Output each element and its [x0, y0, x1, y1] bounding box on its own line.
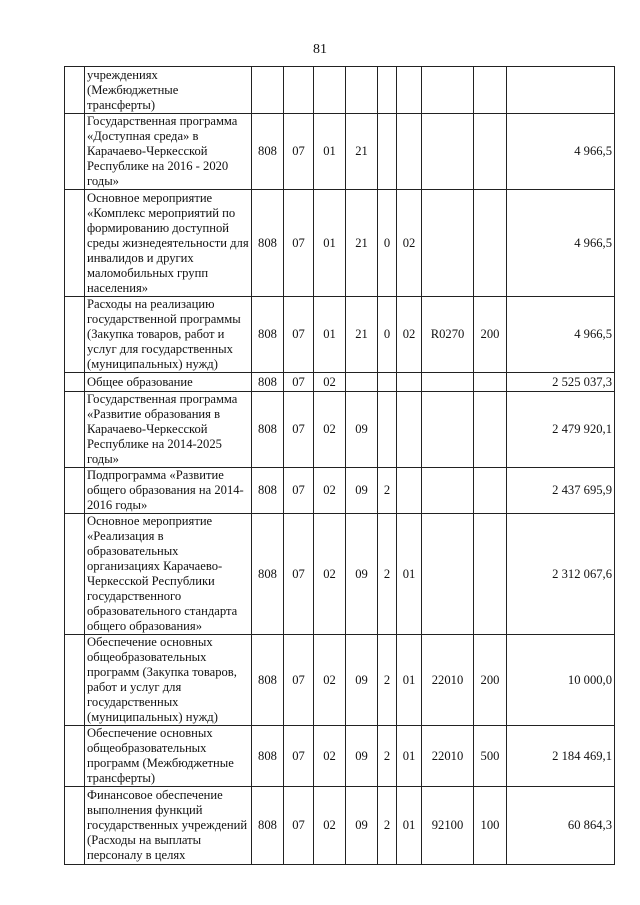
row-direction: 01: [397, 726, 422, 787]
row-blank-cell: [65, 373, 85, 392]
row-amount: 2 437 695,9: [507, 468, 615, 514]
row-amount: 10 000,0: [507, 635, 615, 726]
row-program: 21: [346, 114, 378, 190]
row-name: Обеспечение основных общеобразовательных программ (Межбюджетные трансферты): [85, 726, 252, 787]
row-name: Государственная программа «Развитие образования в Карачаево-Черкесской Республике на 2014-2025 годы»: [85, 392, 252, 468]
row-blank-cell: [65, 67, 85, 114]
row-direction: 01: [397, 635, 422, 726]
table-row: [65, 787, 615, 865]
row-subprogram: [378, 67, 397, 114]
row-section: 07: [284, 373, 314, 392]
row-program: 21: [346, 297, 378, 373]
row-subsection: 02: [314, 514, 346, 635]
row-type: [474, 392, 507, 468]
row-type: [474, 67, 507, 114]
table-row: [65, 514, 615, 635]
row-ministry: 808: [252, 635, 284, 726]
row-section: 07: [284, 114, 314, 190]
row-blank-cell: [65, 468, 85, 514]
row-program: 09: [346, 514, 378, 635]
row-blank-cell: [65, 726, 85, 787]
row-program: 09: [346, 392, 378, 468]
row-type: 500: [474, 726, 507, 787]
row-program: 09: [346, 726, 378, 787]
row-expense: R0270: [422, 297, 474, 373]
row-amount: [507, 67, 615, 114]
row-subsection: 02: [314, 392, 346, 468]
row-subsection: 02: [314, 635, 346, 726]
row-amount: 2 525 037,3: [507, 373, 615, 392]
row-subsection: 01: [314, 297, 346, 373]
row-expense: 22010: [422, 726, 474, 787]
row-amount: 4 966,5: [507, 114, 615, 190]
row-amount: 2 312 067,6: [507, 514, 615, 635]
row-amount: 4 966,5: [507, 190, 615, 297]
row-subprogram: 2: [378, 787, 397, 865]
row-direction: 01: [397, 514, 422, 635]
row-expense: [422, 67, 474, 114]
row-program: [346, 373, 378, 392]
row-expense: 22010: [422, 635, 474, 726]
budget-table: [64, 66, 615, 865]
row-type: [474, 468, 507, 514]
row-subprogram: [378, 373, 397, 392]
row-section: 07: [284, 297, 314, 373]
row-subprogram: [378, 392, 397, 468]
row-program: 09: [346, 468, 378, 514]
table-body: [65, 67, 615, 865]
row-direction: 01: [397, 787, 422, 865]
row-direction: 02: [397, 297, 422, 373]
row-subprogram: 2: [378, 726, 397, 787]
row-subprogram: 2: [378, 514, 397, 635]
row-ministry: 808: [252, 726, 284, 787]
table-row: [65, 392, 615, 468]
row-subsection: 02: [314, 787, 346, 865]
row-subprogram: 0: [378, 297, 397, 373]
row-direction: [397, 67, 422, 114]
table-row: [65, 726, 615, 787]
row-subsection: 02: [314, 373, 346, 392]
table-row: [65, 190, 615, 297]
row-ministry: [252, 67, 284, 114]
row-blank-cell: [65, 114, 85, 190]
row-direction: 02: [397, 190, 422, 297]
row-name: Государственная программа «Доступная среда» в Карачаево-Черкесской Республике на 2016 - 2020 годы»: [85, 114, 252, 190]
row-expense: [422, 468, 474, 514]
table-row: [65, 114, 615, 190]
row-subprogram: [378, 114, 397, 190]
row-blank-cell: [65, 190, 85, 297]
row-type: 200: [474, 635, 507, 726]
table-row: [65, 67, 615, 114]
row-blank-cell: [65, 787, 85, 865]
row-direction: [397, 114, 422, 190]
row-type: [474, 190, 507, 297]
row-ministry: 808: [252, 514, 284, 635]
row-program: [346, 67, 378, 114]
row-name: Обеспечение основных общеобразовательных программ (Закупка товаров, работ и услуг для государственных (муниципальных) нужд): [85, 635, 252, 726]
row-expense: [422, 190, 474, 297]
row-blank-cell: [65, 297, 85, 373]
row-expense: 92100: [422, 787, 474, 865]
row-type: [474, 373, 507, 392]
row-expense: [422, 114, 474, 190]
row-amount: 2 184 469,1: [507, 726, 615, 787]
row-name: Основное мероприятие «Реализация в образовательных организациях Карачаево-Черкесской Республики государственного образовательного стандарта общего образования»: [85, 514, 252, 635]
row-expense: [422, 392, 474, 468]
row-section: 07: [284, 190, 314, 297]
row-program: 09: [346, 787, 378, 865]
row-ministry: 808: [252, 297, 284, 373]
row-direction: [397, 468, 422, 514]
table-row: [65, 297, 615, 373]
row-type: 100: [474, 787, 507, 865]
row-name: Финансовое обеспечение выполнения функций государственных учреждений (Расходы на выплаты персоналу в целях: [85, 787, 252, 865]
row-ministry: 808: [252, 787, 284, 865]
page-number: 81: [313, 42, 327, 57]
table-row: [65, 373, 615, 392]
row-blank-cell: [65, 514, 85, 635]
row-blank-cell: [65, 635, 85, 726]
row-subprogram: 2: [378, 468, 397, 514]
row-name: Общее образование: [85, 373, 252, 392]
row-program: 09: [346, 635, 378, 726]
row-name: Подпрограмма «Развитие общего образования на 2014-2016 годы»: [85, 468, 252, 514]
row-program: 21: [346, 190, 378, 297]
row-expense: [422, 514, 474, 635]
row-section: 07: [284, 635, 314, 726]
table-row: [65, 468, 615, 514]
row-name: Расходы на реализацию государственной программы (Закупка товаров, работ и услуг для государственных (муниципальных) нужд): [85, 297, 252, 373]
row-subprogram: 0: [378, 190, 397, 297]
row-ministry: 808: [252, 190, 284, 297]
row-subsection: 02: [314, 726, 346, 787]
row-ministry: 808: [252, 468, 284, 514]
row-section: 07: [284, 392, 314, 468]
row-amount: 60 864,3: [507, 787, 615, 865]
row-subsection: 01: [314, 114, 346, 190]
row-direction: [397, 373, 422, 392]
row-amount: 4 966,5: [507, 297, 615, 373]
row-ministry: 808: [252, 373, 284, 392]
row-name: Основное мероприятие «Комплекс мероприятий по формированию доступной среды жизнедеятельности для инвалидов и других маломобильных групп населения»: [85, 190, 252, 297]
row-direction: [397, 392, 422, 468]
row-expense: [422, 373, 474, 392]
row-subsection: 02: [314, 468, 346, 514]
row-type: [474, 114, 507, 190]
row-blank-cell: [65, 392, 85, 468]
row-section: [284, 67, 314, 114]
row-type: [474, 514, 507, 635]
row-amount: 2 479 920,1: [507, 392, 615, 468]
row-subsection: [314, 67, 346, 114]
row-subprogram: 2: [378, 635, 397, 726]
row-type: 200: [474, 297, 507, 373]
row-ministry: 808: [252, 114, 284, 190]
row-section: 07: [284, 726, 314, 787]
row-section: 07: [284, 787, 314, 865]
row-subsection: 01: [314, 190, 346, 297]
row-name: учреждениях (Межбюджетные трансферты): [85, 67, 252, 114]
row-ministry: 808: [252, 392, 284, 468]
row-section: 07: [284, 514, 314, 635]
table-row: [65, 635, 615, 726]
row-section: 07: [284, 468, 314, 514]
